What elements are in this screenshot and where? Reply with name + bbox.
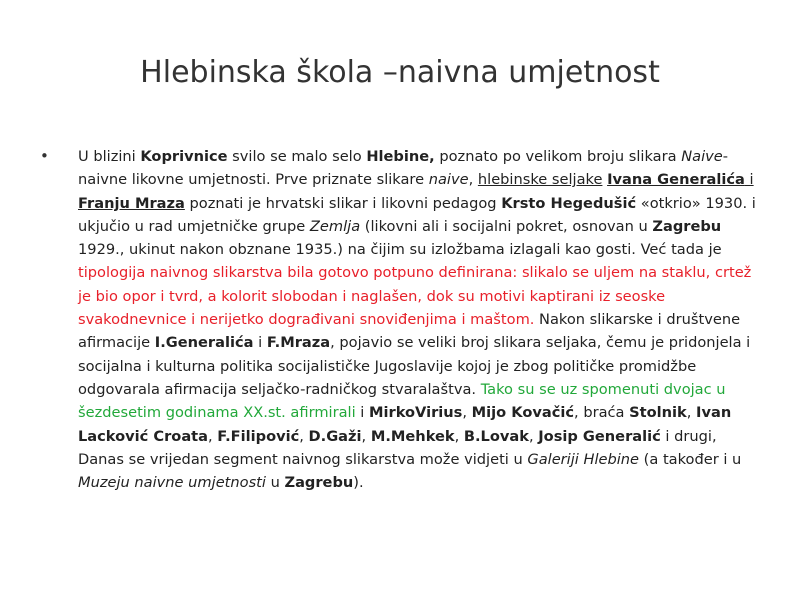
body-paragraph [78,145,760,494]
text-run: Nakon slikarske i društvene afirmacije [78,311,741,352]
bullet-item [40,145,760,494]
text-run: svilo se malo selo [227,148,367,165]
text-run: ). [353,474,364,492]
text-run: poznato po velikom broju slikara [434,148,682,165]
text-run: , [361,427,371,445]
text-run: Mijo Kovačić [471,404,575,422]
text-run: poznati je hrvatski slikar i likovni pedagog [184,194,502,212]
text-run: Koprivnice [140,148,228,165]
text-run: Muzeju naivne umjetnosti [78,474,266,492]
text-run: naive [428,171,469,189]
text-run: M.Mehkek [370,427,455,445]
slide-title: Hlebinska škola –naivna umjetnost [140,55,660,90]
text-run: (likovni ali i socijalni pokret, osnovan u [360,217,653,235]
text-run: , [528,427,539,445]
text-run: B.Lovak [463,427,529,445]
text-run: , [299,427,309,445]
text-run: i drugi, Danas se vrijedan segment naivnog slikarstva može vidjeti u [78,427,717,468]
text-run: «otkrio» 1930. i ukjučio u rad umjetničke grupe [78,194,756,235]
text-run: i [253,334,267,352]
text-run: MirkoVirius [368,404,463,422]
text-run: u [265,474,285,492]
text-run: Galeriji Hlebine [527,450,640,468]
bullet-icon: • [40,147,49,165]
text-run: Ivana Generalića [607,171,745,189]
text-run: Krsto Hegedušić [501,194,637,212]
text-run: D.Gaži [308,427,362,445]
text-run: F.Filipović [217,427,300,445]
text-run: , [686,404,697,422]
text-run: i [355,404,369,422]
text-run: i [744,171,754,189]
text-run: tipologija naivnog slikarstva bila gotovo potpuno definirana: slikalo se uljem na staklu, crtež je bio opor i tvrd, a kolorit slobodan i naglašen, dok su motivi kaptirani iz seoske svakodnevnice i nerijetko dograđivani snoviđenjima i maštom. [78,264,752,329]
text-run: , braća [574,404,630,422]
text-run: Franju Mraza [78,194,185,212]
text-run: Tako su se uz spomenuti dvojac u šezdesetim godinama XX.st. afirmirali [78,380,726,422]
text-run: F.Mraza [266,334,331,352]
text-run: , [208,427,218,445]
text-run: - naivne likovne umjetnosti. Prve priznate slikare [78,148,729,189]
text-run: I.Generalića [154,334,254,352]
text-run: Naive [681,148,723,165]
text-run: hlebinske seljake [477,171,603,189]
text-run: , [454,427,464,445]
text-run: , [462,404,472,422]
text-run: , pojavio se veliki broj slikara seljaka, čemu je pridonjela i socijalna i kulturna politika socijalističke Jugoslavije kojoj je zbog političke promidžbe odgovarala afirmacija seljačko-radničkog stvaralaštva. [78,334,751,398]
text-run: U blizini [78,148,141,165]
text-run: Zagrebu [652,217,722,235]
text-run: Zagrebu [284,474,354,492]
text-run: , [468,171,478,189]
text-run: Zemlja [309,217,361,235]
text-run: Hlebine, [366,148,435,165]
text-run: Josip Generalić [538,427,661,445]
text-run: 1929., ukinut nakon obznane 1935.) na čijim su izložbama izlagali kao gosti. Već tada je [78,241,722,259]
text-run: Ivan Lacković Croata [78,404,732,445]
text-run: (a također i u [639,450,742,468]
text-run: Stolnik [629,404,687,422]
